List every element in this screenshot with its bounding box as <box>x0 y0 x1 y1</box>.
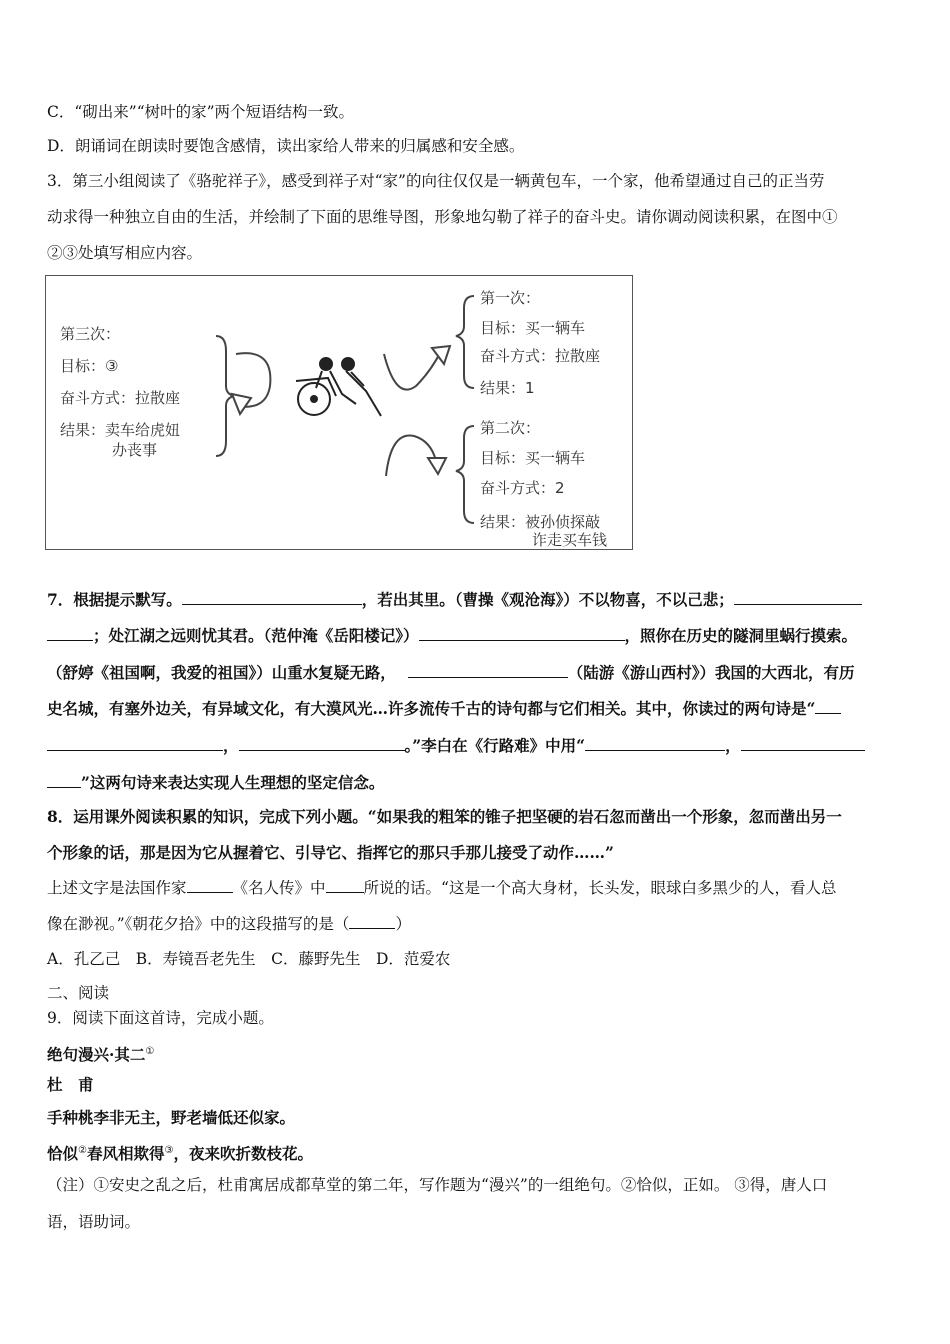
blank-6[interactable] <box>239 734 405 751</box>
verse2-footnote-mark-1: ② <box>78 1145 87 1156</box>
right-brace-upper <box>456 296 474 388</box>
question-7-line-1 <box>47 588 907 611</box>
question-9-intro: 9．阅读下面这首诗，完成小题。 <box>47 1009 274 1027</box>
q8-text-d1: 像在渺视。”《朝花夕拾》中的这段描写的是（ <box>47 915 350 933</box>
question-7-line-5 <box>47 734 907 757</box>
blank-character[interactable] <box>326 876 364 893</box>
blank-3[interactable] <box>419 624 625 641</box>
third-attempt-result-cont: 办丧事 <box>112 441 158 459</box>
option-d-text: D．朗诵词在朗读时要饱含感情，读出家给人带来的归属感和安全感。 <box>47 137 525 155</box>
left-brace <box>216 336 234 456</box>
poem-verse-2 <box>47 1140 907 1165</box>
q7-text-c: ；处江湖之远则忧其君。（范仲淹《岳阳楼记》） <box>93 626 419 645</box>
blank-4[interactable] <box>408 661 568 678</box>
poem-title-footnote-mark: ① <box>145 1046 155 1057</box>
third-attempt-goal: 目标：③ <box>60 357 119 375</box>
first-attempt-title: 第一次： <box>480 289 541 307</box>
verse2-part-a: 恰似 <box>47 1144 79 1164</box>
blank-2[interactable] <box>734 588 862 605</box>
blank-7[interactable] <box>585 734 725 751</box>
blank-5-cont[interactable] <box>47 734 223 751</box>
poem-title-text: 绝句漫兴·其二 <box>47 1045 146 1065</box>
q7-text-b: ，若出其里。（曹操《观沧海》）不以物喜，不以己悲； <box>361 590 734 609</box>
cycle-arrowhead <box>232 394 251 414</box>
verse2-part-c: ，夜来吹折数枝花。 <box>173 1144 313 1164</box>
question-7-line-4 <box>47 697 907 720</box>
question-8-line-3 <box>47 876 907 899</box>
blank-8[interactable] <box>741 734 865 751</box>
q7-label: 7．根据提示默写。 <box>47 590 182 609</box>
blank-author[interactable] <box>187 876 233 893</box>
blank-5[interactable] <box>815 697 841 714</box>
blank-answer[interactable] <box>349 912 395 929</box>
q8-text-c1: 上述文字是法国作家 <box>47 879 187 897</box>
verse2-part-b: 春风相欺得 <box>86 1144 165 1164</box>
right-brace-lower <box>456 426 474 523</box>
question-8-line-4 <box>47 912 907 935</box>
q7-text-i: 。”李白在《行路难》中用“ <box>404 736 586 755</box>
blank-1[interactable] <box>182 588 362 605</box>
second-attempt-result-cont: 诈走买车钱 <box>532 531 608 549</box>
first-attempt-method: 奋斗方式：拉散座 <box>480 347 601 365</box>
blank-2-cont[interactable] <box>47 624 93 641</box>
q7-text-f: （陆游《游山西村》）我国的大西北，有历 <box>567 663 855 682</box>
second-attempt-result: 结果：被孙侦探敲 <box>480 513 601 531</box>
q8-text-d2: ） <box>395 915 411 933</box>
verse2-footnote-mark-2: ③ <box>164 1145 174 1156</box>
q7-text-j: ， <box>725 736 741 755</box>
second-attempt-goal: 目标：买一辆车 <box>480 449 586 467</box>
lower-arrowhead <box>428 458 446 474</box>
poem-note-line-1: （注）①安史之乱之后，杜甫寓居成都草堂的第二年，写作题为“漫兴”的一组绝句。②恰似，正如。 ③得，唐人口 <box>47 1176 828 1194</box>
third-attempt-method: 奋斗方式：拉散座 <box>60 389 181 407</box>
question-7-line-3 <box>47 661 907 684</box>
q7-text-d: ，照你在历史的隧洞里蜗行摸索。 <box>624 626 858 645</box>
question-7-line-2 <box>47 624 907 647</box>
question-8-line-1: 8．运用课外阅读积累的知识，完成下列小题。“如果我的粗笨的锥子把坚硬的岩石忽而凿出一个形象，忽而凿出另一 <box>47 807 842 826</box>
poem-verse-1: 手种桃李非无主，野老墙低还似家。 <box>47 1108 296 1127</box>
third-attempt-title: 第三次： <box>60 325 121 343</box>
third-attempt-result: 结果：卖车给虎妞 <box>60 421 181 439</box>
first-attempt-goal: 目标：买一辆车 <box>480 319 586 337</box>
lower-curve-arrow <box>386 436 436 477</box>
q8-text-c2: 《名人传》中 <box>232 879 326 897</box>
upper-curve-arrow <box>384 351 441 390</box>
option-c-text: C．“砌出来”“树叶的家”两个短语结构一致。 <box>47 103 355 121</box>
mind-map-diagram <box>45 275 633 550</box>
question-3-line-2: 动求得一种独立自由的生活，并绘制了下面的思维导图，形象地勾勒了祥子的奋斗史。请你调动阅读积累，在图中① <box>47 208 838 226</box>
first-attempt-result: 结果：1 <box>480 379 535 397</box>
q7-text-e: （舒婷《祖国啊，我爱的祖国》）山重水复疑无路， <box>47 663 396 682</box>
q7-text-h: ， <box>223 736 239 755</box>
q7-text-k: ”这两句诗来表达实现人生理想的坚定信念。 <box>81 773 385 792</box>
rickshaw-figure <box>296 358 381 416</box>
q7-text-g: 史名城，有塞外边关，有异域文化，有大漠风光…许多流传千古的诗句都与它们相关。其中，你读过的两句诗是“ <box>47 699 816 718</box>
blank-8-cont[interactable] <box>47 771 81 788</box>
second-attempt-method: 奋斗方式：2 <box>480 479 565 497</box>
poem-title <box>47 1041 907 1066</box>
question-7-line-6 <box>47 771 907 794</box>
poem-author: 杜 甫 <box>47 1075 94 1094</box>
section-2-heading: 二、阅读 <box>47 984 110 1002</box>
poem-note-line-2: 语，语助词。 <box>47 1213 141 1231</box>
question-3-line-1: 3．第三小组阅读了《骆驼祥子》，感受到祥子对“家”的向往仅仅是一辆黄包车，一个家，他希望通过自己的正当劳 <box>47 172 825 190</box>
q8-text-c3: 所说的话。“这是一个高大身材，长头发，眼球白多黑少的人，看人总 <box>363 879 837 897</box>
question-3-line-3: ②③处填写相应内容。 <box>47 244 203 262</box>
second-attempt-title: 第二次： <box>480 419 541 437</box>
question-8-options: A．孔乙己 B．寿镜吾老先生 C．藤野先生 D．范爱农 <box>47 950 451 968</box>
question-8-line-2: 个形象的话，那是因为它从握着它、引导它、指挥它的那只手那儿接受了动作……” <box>47 843 614 862</box>
